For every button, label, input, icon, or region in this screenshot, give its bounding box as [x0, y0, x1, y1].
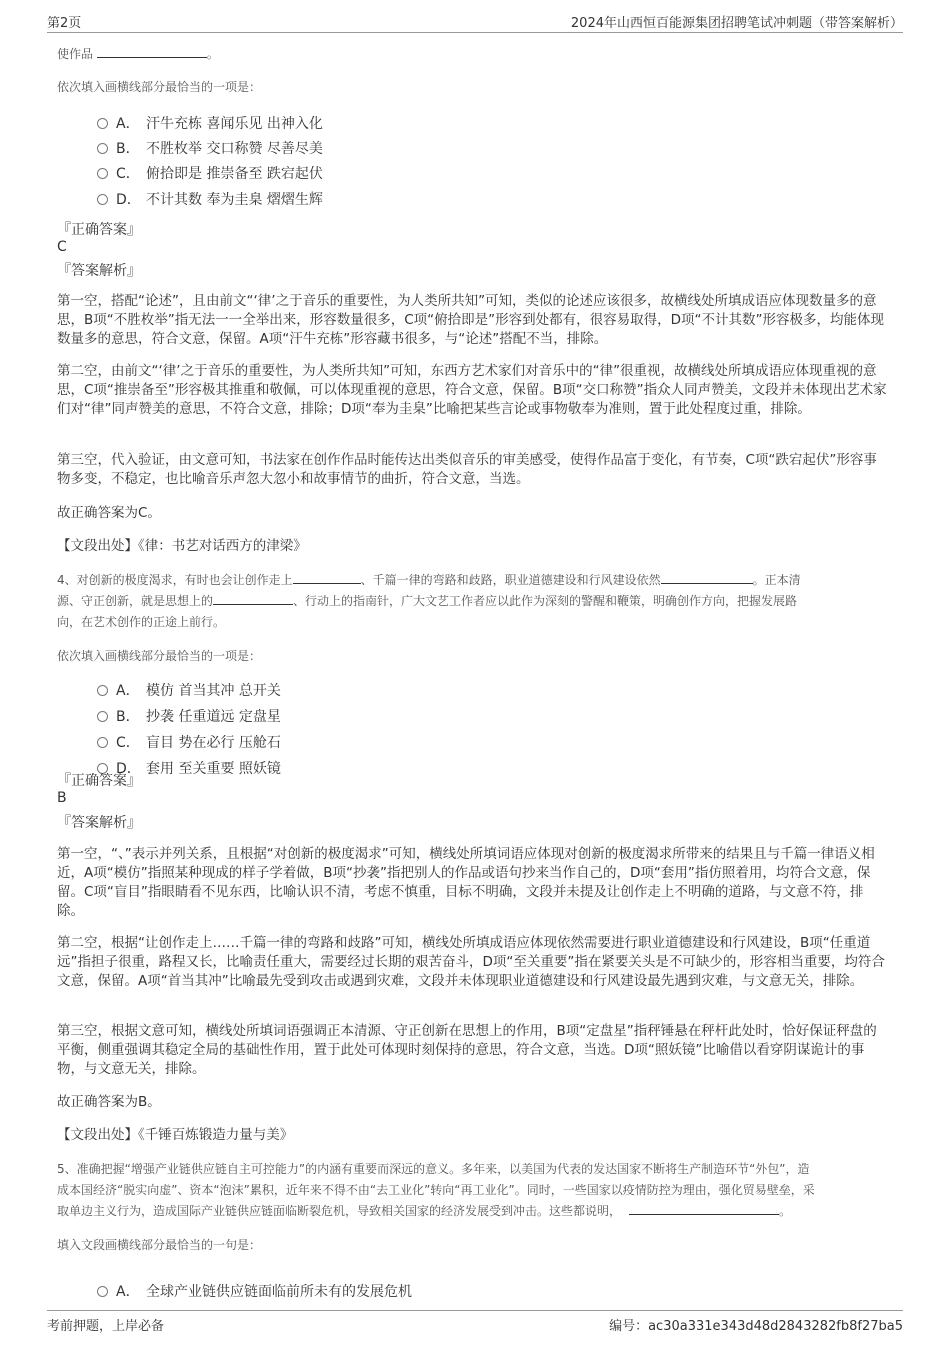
question-3-tail: 使作品 。 [57, 44, 219, 65]
source-citation: 【文段出处】《律：书艺对话西方的津梁》 [57, 538, 307, 554]
analysis-paragraph: 第二空，根据“让创作走上……千篇一律的弯路和歧路”可知，横线处所填成语应体现依然需要进行职业道德建设和行风建设，B项“任重道远”指担子很重，路程又长，比喻责任重大，需要经过长期的艰苦奋斗，D项“至关重要”指在紧要关头是不可缺少的，形容相当重要，均符合文意，保留。A项“首当其冲”比喻最先受到攻击或遇到灾难，文段并未体现职业道德建设和行风建设最先遇到灾难，与文意无关，排除。 [57, 935, 885, 989]
option-a[interactable]: A． 模仿 首当其冲 总开关 [97, 680, 281, 702]
analysis-paragraph: 第二空，由前文“‘律’之于音乐的重要性，为人类所共知”可知，东西方艺术家们对音乐中的“律”很重视，故横线处所填成语应体现重视的意思，C项“推崇备至”形容极其推重和敬佩，可以体现重视的意思，符合文意，保留。B项“交口称赞”指众人同声赞美，文段并未体现出艺术家们对“律”同声赞美的意思，不符合文意，排除；D项“奉为圭臬”比喻把某些言论或事物敬奉为准则，置于此处程度过重，排除。 [57, 363, 887, 417]
question-4-prompt: 依次填入画横线部分最恰当的一项是： [57, 649, 262, 663]
page-number: 第2页 [47, 16, 82, 31]
page-header [47, 10, 903, 33]
option-c[interactable]: C． 盲目 势在必行 压舱石 [97, 732, 281, 754]
analysis-paragraph: 第三空，代入验证，由文意可知，书法家在创作作品时能传达出类似音乐的审美感受，使得作品富于变化，有节奏，C项“跌宕起伏”形容事物多变，不稳定，也比喻音乐声忽大忽小和故事情节的曲折，符合文意，当选。 [57, 452, 877, 487]
radio-button[interactable] [97, 1286, 108, 1297]
answer-label: 『正确答案』 [57, 222, 141, 238]
source-citation: 【文段出处】《千锤百炼锻造力量与美》 [57, 1127, 294, 1143]
fill-blank [661, 570, 753, 584]
option-d[interactable]: D． 套用 至关重要 照妖镜 [97, 758, 281, 780]
question-5-prompt: 填入文段画横线部分最恰当的一句是： [57, 1238, 262, 1252]
analysis-label: 『答案解析』 [57, 815, 141, 831]
fill-blank [213, 591, 293, 605]
correct-answer: B [57, 790, 67, 806]
question-4-text: 4、对创新的极度渴求，有时也会让创作走上 、千篇一律的弯路和歧路，职业道德建设和行风建设依然 。正本清 源、守正创新，就是思想上的 、行动上的指南针，广大文艺工作者应以此作为深刻的警醒和鞭策，明确创作方向，把握发展路 向，在艺术创作的正途上前行。 [57, 570, 897, 633]
page-footer [47, 1310, 903, 1333]
analysis-paragraph: 第一空，搭配“论述”，且由前文“‘律’之于音乐的重要性，为人类所共知”可知，类似的论述应该很多，故横线处所填成语应体现数量多的意思，B项“不胜枚举”指无法一一全举出来，形容数量很多，C项“俯拾即是”形容到处都有，很容易取得，D项“不计其数”形容极多，均能体现数量多的意思，符合文意，保留。A项“汗牛充栋”形容藏书很多，与“论述”搭配不当，排除。 [57, 293, 885, 347]
document-title: 2024年山西恒百能源集团招聘笔试冲刺题（带答案解析） [570, 16, 903, 31]
radio-button[interactable] [97, 194, 108, 205]
option-b[interactable]: B． 抄袭 任重道远 定盘星 [97, 706, 281, 728]
radio-button[interactable] [97, 685, 108, 696]
analysis-paragraph: 第一空，“、”表示并列关系，且根据“对创新的极度渴求”可知，横线处所填词语应体现对创新的极度渴求所带来的结果且与千篇一律语义相近，A项“模仿”指照某种现成的样子学着做，B项“抄袭”指把别人的作品或语句抄来当作自己的，D项“套用”指仿照着用，均符合文意，保留。C项“盲目”指眼睛看不见东西，比喻认识不清，考虑不慎重，目标不明确，文段并未提及让创作走上不明确的道路，与文意不符，排除。 [57, 846, 875, 919]
document-code: 编号：ac30a331e343d48d2843282fb8f27ba5 [609, 1319, 903, 1334]
radio-button[interactable] [97, 118, 108, 129]
fill-blank [97, 44, 207, 58]
fill-blank [629, 1201, 779, 1215]
radio-button[interactable] [97, 711, 108, 722]
option-a[interactable]: A． 全球产业链供应链面临前所未有的发展危机 [97, 1281, 412, 1303]
analysis-paragraph: 第三空，根据文意可知，横线处所填词语强调正本清源、守正创新在思想上的作用，B项“定盘星”指秤锤悬在秤杆此处时，恰好保证秤盘的平衡，侧重强调其稳定全局的基础性作用，置于此处可体现时刻保持的意思，符合文意，当选。D项“照妖镜”比喻借以看穿阴谋诡计的事物，与文意无关，排除。 [57, 1023, 877, 1077]
option-b[interactable]: B． 不胜枚举 交口称赞 尽善尽美 [97, 138, 323, 160]
radio-button[interactable] [97, 168, 108, 179]
question-3-prompt: 依次填入画横线部分最恰当的一项是： [57, 80, 262, 94]
answer-label: 『正确答案』 [57, 773, 141, 789]
correct-answer: C [57, 239, 67, 255]
footer-motto: 考前押题，上岸必备 [47, 1319, 165, 1334]
analysis-label: 『答案解析』 [57, 263, 141, 279]
radio-button[interactable] [97, 737, 108, 748]
option-d[interactable]: D． 不计其数 奉为圭臬 熠熠生辉 [97, 189, 323, 211]
radio-button[interactable] [97, 143, 108, 154]
analysis-conclusion: 故正确答案为B。 [57, 1094, 161, 1110]
option-a[interactable]: A． 汗牛充栋 喜闻乐见 出神入化 [97, 113, 323, 135]
question-5-text: 5、准确把握“增强产业链供应链自主可控能力”的内涵有重要而深远的意义。多年来，以美国为代表的发达国家不断将生产制造环节“外包”，造 成本国经济“脱实向虚”、资本“泡沫”累积，近年来不得不由“去工业化”转向“再工业化”。同时，一些国家以疫情防控为理由，强化贸易壁垒，采 取单边主义行为，造成国际产业链供应链面临断裂危机，导致相关国家的经济发展受到冲击。这些都说明， 。 [57, 1162, 815, 1218]
fill-blank [293, 570, 361, 584]
option-c[interactable]: C． 俯拾即是 推崇备至 跌宕起伏 [97, 163, 323, 185]
analysis-conclusion: 故正确答案为C。 [57, 505, 161, 521]
